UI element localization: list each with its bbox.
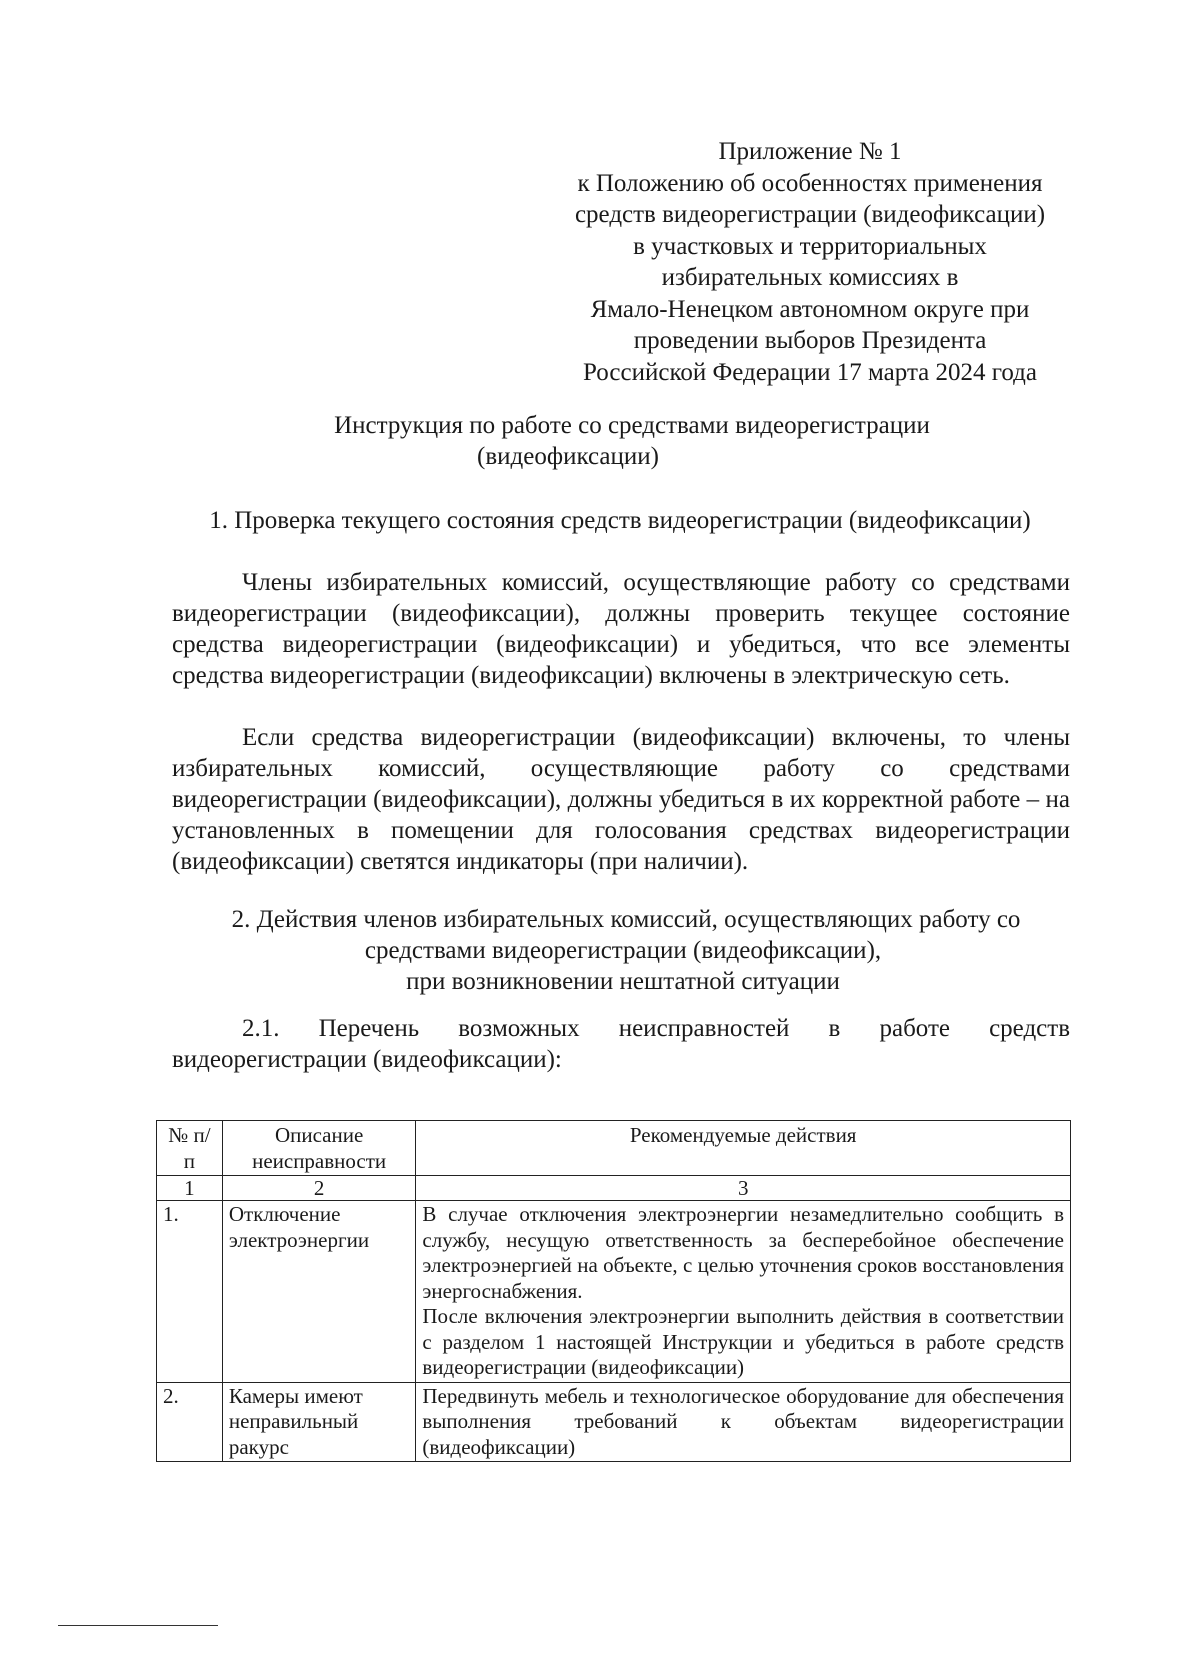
footnote-divider (58, 1625, 218, 1626)
appendix-header (540, 136, 1080, 388)
section-1-paragraph-1 (172, 567, 1070, 691)
header-actions: Рекомендуемые действия (416, 1121, 1071, 1176)
section-1-paragraph-1-text: Члены избирательных комиссий, осуществляющие работу со средствами видеорегистрации (видеофиксации), должны проверить текущее состояние средства видеорегистрации (видеофиксации) и убедиться, что все элементы средства видеорегистрации (видеофиксации) включены в электрическую сеть. (172, 569, 1070, 689)
header-description: Описание неисправности (222, 1121, 416, 1176)
column-number: 1 (157, 1176, 223, 1201)
appendix-line: Приложение № 1 (718, 138, 902, 165)
table-header-row (157, 1121, 1071, 1176)
section-2-paragraph-text: 2.1. Перечень возможных неисправностей в работе средств видеорегистрации (видеофиксации): (172, 1015, 1070, 1073)
header-number: № п/п (157, 1121, 223, 1176)
appendix-line: Ямало-Ненецком автономном округе при (590, 295, 1030, 323)
row-number: 2. (157, 1382, 223, 1462)
row-action-text: В случае отключения электроэнергии незамедлительно сообщить в службу, несущую ответственность за бесперебойное обеспечение электроэнергией на объекте, с целью уточнения сроков восстановления энергоснабжения. (422, 1202, 1064, 1303)
appendix-line: к Положению об особенностях применения (577, 169, 1043, 197)
row-actions (416, 1382, 1071, 1462)
section-2-heading (160, 904, 1080, 997)
section-1-paragraph-2 (172, 722, 1070, 877)
section-1-heading: 1. Проверка текущего состояния средств видеорегистрации (видеофиксации) (209, 507, 1031, 534)
appendix-line: в участковых и территориальных (633, 232, 987, 260)
malfunctions-table (156, 1120, 1071, 1462)
row-action-text: Передвинуть мебель и технологическое оборудование для обеспечения выполнения требований к объектам видеорегистрации (видеофиксации) (422, 1383, 1064, 1459)
row-description: Камеры имеют неправильный ракурс (222, 1382, 416, 1462)
column-number: 2 (222, 1176, 416, 1201)
section-2-heading-line-2: средствами видеорегистрации (видеофиксации), (364, 937, 882, 964)
table-row (157, 1201, 1071, 1383)
row-number: 1. (157, 1201, 223, 1383)
column-number: 3 (416, 1176, 1071, 1201)
appendix-line: средств видеорегистрации (видеофиксации) (574, 201, 1046, 228)
table-row (157, 1382, 1071, 1462)
section-1-paragraph-2-text: Если средства видеорегистрации (видеофиксации) включены, то члены избирательных комиссий, осуществляющие работу со средствами видеорегистрации (видеофиксации), должны убедиться в их корректной работе – на установленных в помещении для голосования средствах видеорегистрации (видеофиксации) светятся индикаторы (при наличии). (172, 724, 1070, 875)
title-line-2: (видеофиксации) (477, 443, 659, 470)
section-2-heading-line-3: при возникновении нештатной ситуации (406, 968, 840, 995)
section-2-paragraph (172, 1013, 1070, 1075)
row-actions (416, 1201, 1071, 1383)
row-description: Отключение электроэнергии (222, 1201, 416, 1383)
section-2-heading-line-1: 2. Действия членов избирательных комиссий, осуществляющих работу со (231, 906, 1021, 933)
title-line-1: Инструкция по работе со средствами видеорегистрации (334, 412, 930, 439)
row-action-text: После включения электроэнергии выполнить действия в соответствии с разделом 1 настоящей Инструкции и убедиться в работе средств видеорегистрации (видеофиксации) (422, 1304, 1064, 1379)
appendix-line: Российской Федерации 17 марта 2024 года (583, 358, 1037, 386)
table-column-numbers-row (157, 1176, 1071, 1201)
appendix-line: проведении выборов Президента (633, 327, 987, 354)
document-title (160, 410, 1080, 472)
appendix-line: избирательных комиссиях в (661, 264, 959, 291)
